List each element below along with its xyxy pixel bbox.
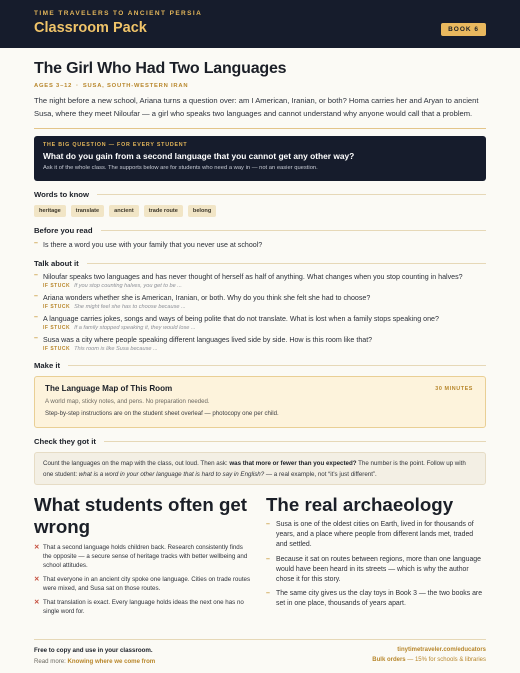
dash-icon: – bbox=[266, 590, 270, 598]
page-title: The Girl Who Had Two Languages bbox=[34, 60, 287, 77]
header bbox=[0, 0, 520, 48]
educators-link[interactable]: tinytimetraveler.com/educators bbox=[397, 647, 486, 653]
question-text: A language carries jokes, songs and ways of being polite that do not translate. What is lost when a family stops speaking one? bbox=[43, 315, 439, 323]
section-heading: Make it bbox=[34, 361, 61, 370]
section-before bbox=[34, 226, 486, 235]
free-copy-note: Free to copy and use in your classroom. bbox=[34, 647, 153, 654]
question-text: Susa was a city where people speaking different languages lived side by side. How is this room like that? bbox=[43, 336, 373, 344]
question-text: Niloufar speaks two languages and has never thought of herself as half of anything. What changes when you stop counting in halves? bbox=[43, 273, 463, 281]
cross-icon: ✕ bbox=[34, 576, 40, 583]
activity-duration: 30 MINUTES bbox=[435, 386, 473, 392]
section-heading: Words to know bbox=[34, 190, 89, 199]
big-question-label: THE BIG QUESTION — FOR EVERY STUDENT bbox=[43, 142, 188, 148]
if-stuck-prompt: IF STUCK This room is like Susa because ... bbox=[43, 346, 158, 352]
word-chips bbox=[34, 205, 486, 217]
if-stuck-prompt: IF STUCK She might feel she has to choose because ... bbox=[43, 304, 186, 310]
section-words bbox=[34, 190, 486, 199]
dash-icon: – bbox=[34, 272, 38, 279]
list-item bbox=[34, 314, 486, 324]
list-item: – Susa is one of the oldest cities on Earth, lived in for thousands of years, and a place where people from different lands met, traded and settled. bbox=[266, 520, 486, 551]
section-rule bbox=[97, 194, 486, 195]
section-rule bbox=[101, 230, 486, 231]
activity-materials: A world map, sticky notes, and pens. No preparation needed. bbox=[45, 398, 210, 405]
word-chip: trade route bbox=[144, 205, 183, 217]
read-more: Read more: Knowing where we come from bbox=[34, 658, 156, 665]
section-make bbox=[34, 361, 486, 370]
list-item: ✕ That everyone in an ancient city spoke one language. Cities on trade routes were mixed, and Susa sat on those routes. bbox=[34, 576, 251, 592]
talk-list bbox=[34, 272, 486, 352]
list-item: ✕ That a second language holds children back. Research consistently finds the opposite — a secure sense of heritage tracks with better wellbeing and school attitudes. bbox=[34, 544, 248, 569]
activity-title: The Language Map of This Room bbox=[45, 384, 173, 393]
dash-icon: – bbox=[34, 335, 38, 342]
list-item: – Because it sat on routes between regions, more than one language would have been heard in its streets — which is why the author chose it for this story. bbox=[266, 555, 486, 586]
section-rule bbox=[104, 441, 486, 442]
section-rule bbox=[87, 263, 486, 264]
list-item bbox=[34, 335, 486, 345]
activity-steps: Step-by-step instructions are on the student sheet overleaf — photocopy one per child. bbox=[45, 410, 279, 417]
section-talk bbox=[34, 259, 486, 268]
bulk-orders: Bulk orders — 15% for schools & libraries bbox=[372, 657, 486, 663]
archaeology-column bbox=[266, 494, 486, 616]
section-heading: The real archaeology bbox=[266, 494, 454, 515]
question-text: Is there a word you use with your family that you never use at school? bbox=[43, 241, 263, 249]
dash-icon: – bbox=[266, 521, 270, 528]
dash-icon: – bbox=[266, 555, 270, 563]
list-item bbox=[34, 240, 486, 250]
ages-label: AGES 3–12 bbox=[34, 83, 73, 89]
section-heading: Talk about it bbox=[34, 259, 79, 268]
word-chip: belong bbox=[188, 205, 216, 217]
section-heading: Before you read bbox=[34, 226, 93, 235]
activity-card bbox=[34, 376, 486, 428]
section-rule bbox=[68, 365, 486, 366]
pack-title: Classroom Pack bbox=[34, 20, 147, 36]
list-item: – The same city gives us the clay toys in Book 3 — the two books are set in one place, thousands of years apart. bbox=[266, 589, 486, 609]
cross-icon: ✕ bbox=[34, 544, 40, 551]
main-content bbox=[0, 60, 520, 616]
cross-icon: ✕ bbox=[34, 599, 40, 606]
meta-separator: · bbox=[76, 83, 79, 89]
book-badge: BOOK 6 bbox=[441, 23, 486, 36]
if-stuck-prompt: IF STUCK If a family stopped speaking it, they would lose ... bbox=[43, 325, 196, 331]
question-text: Ariana wonders whether she is American, Iranian, or both. Why do you think she felt she had to choose? bbox=[43, 294, 371, 302]
two-columns bbox=[34, 494, 486, 616]
intro-paragraph: The night before a new school, Ariana turns a question over: am I American, Iranian, or both? Homa carries her and Aryan to ancient Susa, where they meet Niloufar — a girl who speaks two languages and cannot understand why anyone would call that a problem. bbox=[34, 96, 479, 118]
footer bbox=[34, 639, 486, 665]
read-more-link[interactable]: Knowing where we come from bbox=[67, 658, 156, 665]
big-question-text: What do you gain from a second language that you cannot get any other way? bbox=[43, 151, 355, 161]
dash-icon: – bbox=[34, 293, 38, 300]
dash-icon: – bbox=[34, 240, 38, 247]
dash-icon: – bbox=[34, 314, 38, 321]
divider bbox=[34, 128, 486, 129]
series-title: TIME TRAVELERS TO ANCIENT PERSIA bbox=[34, 10, 203, 17]
word-chip: translate bbox=[71, 205, 104, 217]
lesson-meta bbox=[34, 83, 486, 89]
big-question-box bbox=[34, 136, 486, 181]
place-label: SUSA, SOUTH-WESTERN IRAN bbox=[82, 83, 189, 89]
misconceptions-column bbox=[34, 494, 252, 616]
section-heading: Check they got it bbox=[34, 437, 96, 446]
footer-right bbox=[372, 647, 486, 665]
footer-left bbox=[34, 647, 155, 665]
list-item: ✕ That translation is exact. Every language holds ideas the next one has no single word for. bbox=[34, 599, 244, 615]
list-item bbox=[34, 293, 486, 303]
word-chip: ancient bbox=[109, 205, 139, 217]
if-stuck-prompt: IF STUCK If you stop counting halves, you get to be ... bbox=[43, 283, 182, 289]
section-check bbox=[34, 437, 486, 446]
big-question-note: Ask it of the whole class. The supports below are for students who need a way in — not an easier question. bbox=[43, 165, 318, 171]
word-chip: heritage bbox=[34, 205, 66, 217]
section-heading: What students often get wrong bbox=[34, 494, 247, 537]
list-item bbox=[34, 272, 486, 282]
check-box: Count the languages on the map with the class, out loud. Then ask: was that more or fewer than you expected? The number is the point. Follow up with one student: what is a word in your other language that is hard to say in English? — a real example, not “it’s just different”. bbox=[34, 452, 486, 485]
